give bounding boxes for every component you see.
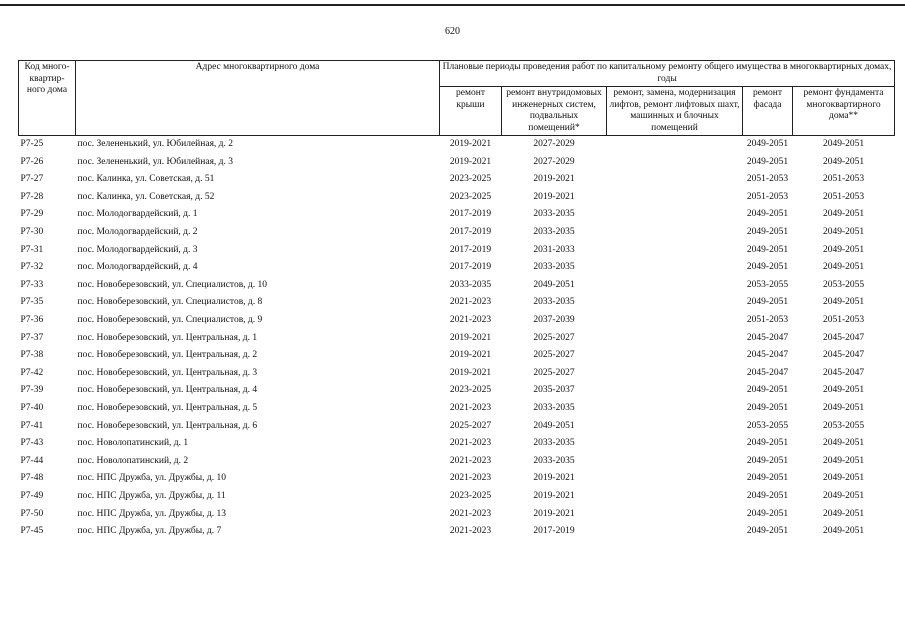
cell-code: Р7-28	[20, 191, 44, 202]
cell-facade: 2049-2051	[746, 139, 789, 150]
table-row	[19, 224, 895, 242]
cell-facade: 2051-2053	[746, 174, 789, 185]
cell-elevators	[607, 259, 743, 277]
table-row	[19, 330, 895, 348]
cell-systems: 2019-2021	[533, 191, 575, 202]
header-elevators: ремонт, замена, модернизация лифтов, ремонт лифтовых шахт, машинных и блочных помещений	[607, 87, 743, 136]
cell-elevators	[607, 435, 743, 453]
cell-systems: 2025-2027	[533, 350, 575, 361]
cell-systems: 2033-2035	[533, 438, 575, 449]
cell-roof: 2017-2019	[449, 227, 492, 238]
cell-foundation: 2049-2051	[822, 385, 865, 396]
cell-systems: 2049-2051	[533, 279, 575, 290]
cell-address: пос. НПС Дружба, ул. Дружбы, д. 13	[77, 508, 226, 519]
cell-address: пос. Новоберезовский, ул. Центральная, д. 4	[77, 385, 258, 396]
cell-facade: 2049-2051	[746, 297, 789, 308]
cell-code: Р7-25	[20, 139, 44, 150]
cell-code: Р7-41	[20, 420, 44, 431]
top-rule	[0, 4, 905, 6]
cell-elevators	[607, 365, 743, 383]
cell-address: пос. Новоберезовский, ул. Специалистов, д. 9	[77, 314, 263, 325]
cell-code: Р7-43	[20, 438, 44, 449]
table-body	[19, 136, 895, 541]
header-facade: ремонт фасада	[743, 87, 793, 136]
cell-elevators	[607, 330, 743, 348]
cell-roof: 2023-2025	[449, 385, 492, 396]
cell-address: пос. Молодогвардейский, д. 2	[77, 227, 198, 238]
cell-facade: 2045-2047	[746, 332, 789, 343]
cell-facade: 2053-2055	[746, 420, 789, 431]
cell-foundation: 2045-2047	[822, 332, 865, 343]
cell-foundation: 2045-2047	[822, 350, 865, 361]
cell-facade: 2049-2051	[746, 262, 789, 273]
cell-facade: 2049-2051	[746, 227, 789, 238]
cell-elevators	[607, 206, 743, 224]
cell-elevators	[607, 505, 743, 523]
table-row	[19, 206, 895, 224]
cell-address: пос. Молодогвардейский, д. 3	[77, 244, 198, 255]
cell-roof: 2025-2027	[449, 420, 492, 431]
cell-roof: 2021-2023	[449, 508, 492, 519]
cell-elevators	[607, 154, 743, 172]
cell-code: Р7-26	[20, 156, 44, 167]
cell-elevators	[607, 277, 743, 295]
cell-systems: 2027-2029	[533, 139, 575, 150]
header-foundation: ремонт фундамента многоквартирного дома**	[793, 87, 895, 136]
table-row	[19, 453, 895, 471]
cell-facade: 2049-2051	[746, 526, 789, 537]
cell-code: Р7-32	[20, 262, 44, 273]
cell-elevators	[607, 400, 743, 418]
cell-code: Р7-48	[20, 473, 44, 484]
cell-code: Р7-30	[20, 227, 44, 238]
cell-facade: 2049-2051	[746, 490, 789, 501]
cell-foundation: 2049-2051	[822, 438, 865, 449]
table-row	[19, 400, 895, 418]
cell-code: Р7-44	[20, 455, 44, 466]
cell-systems: 2033-2035	[533, 297, 575, 308]
cell-code: Р7-35	[20, 297, 44, 308]
table-row	[19, 136, 895, 154]
cell-foundation: 2049-2051	[822, 455, 865, 466]
table-row	[19, 294, 895, 312]
table-row	[19, 189, 895, 207]
cell-roof: 2017-2019	[449, 209, 492, 220]
cell-systems: 2049-2051	[533, 420, 575, 431]
cell-address: пос. Новоберезовский, ул. Центральная, д. 3	[77, 367, 258, 378]
table-row	[19, 505, 895, 523]
cell-systems: 2027-2029	[533, 156, 575, 167]
cell-elevators	[607, 189, 743, 207]
capital-repair-table	[18, 60, 895, 541]
cell-roof: 2023-2025	[449, 191, 492, 202]
table-row	[19, 470, 895, 488]
table-row	[19, 259, 895, 277]
cell-facade: 2049-2051	[746, 473, 789, 484]
cell-code: Р7-33	[20, 279, 44, 290]
cell-address: пос. НПС Дружба, ул. Дружбы, д. 10	[77, 473, 226, 484]
cell-roof: 2017-2019	[449, 244, 492, 255]
cell-address: пос. Новоберезовский, ул. Центральная, д. 5	[77, 402, 258, 413]
header-systems: ремонт внутридомовых инженерных систем, подвальных помещений*	[502, 87, 607, 136]
cell-roof: 2023-2025	[449, 174, 492, 185]
cell-foundation: 2049-2051	[822, 227, 865, 238]
table-row	[19, 171, 895, 189]
cell-address: пос. Новоберезовский, ул. Центральная, д. 1	[77, 332, 258, 343]
cell-elevators	[607, 523, 743, 541]
cell-foundation: 2049-2051	[822, 526, 865, 537]
cell-foundation: 2051-2053	[822, 191, 865, 202]
cell-facade: 2049-2051	[746, 438, 789, 449]
cell-elevators	[607, 242, 743, 260]
cell-systems: 2019-2021	[533, 490, 575, 501]
cell-roof: 2021-2023	[449, 402, 492, 413]
table-row	[19, 154, 895, 172]
cell-facade: 2049-2051	[746, 508, 789, 519]
cell-foundation: 2053-2055	[822, 279, 865, 290]
table-row	[19, 242, 895, 260]
cell-roof: 2019-2021	[449, 367, 492, 378]
header-periods: Плановые периоды проведения работ по капитальному ремонту общего имущества в многоквартирных домах, годы	[440, 61, 895, 87]
cell-foundation: 2049-2051	[822, 473, 865, 484]
cell-elevators	[607, 294, 743, 312]
table-row	[19, 418, 895, 436]
cell-foundation: 2053-2055	[822, 420, 865, 431]
cell-facade: 2049-2051	[746, 455, 789, 466]
table-row	[19, 382, 895, 400]
cell-code: Р7-39	[20, 385, 44, 396]
table-row	[19, 435, 895, 453]
page-number: 620	[445, 26, 460, 37]
cell-facade: 2049-2051	[746, 385, 789, 396]
cell-code: Р7-31	[20, 244, 44, 255]
cell-facade: 2051-2053	[746, 191, 789, 202]
cell-code: Р7-36	[20, 314, 44, 325]
cell-systems: 2035-2037	[533, 385, 575, 396]
header-code: Код много-квартир-ного дома	[19, 61, 76, 136]
table-row	[19, 523, 895, 541]
cell-code: Р7-40	[20, 402, 44, 413]
cell-facade: 2053-2055	[746, 279, 789, 290]
cell-roof: 2017-2019	[449, 262, 492, 273]
cell-elevators	[607, 312, 743, 330]
cell-address: пос. Калинка, ул. Советская, д. 51	[77, 174, 215, 185]
cell-systems: 2019-2021	[533, 473, 575, 484]
cell-foundation: 2049-2051	[822, 139, 865, 150]
header-address: Адрес многоквартирного дома	[76, 61, 440, 136]
cell-foundation: 2049-2051	[822, 262, 865, 273]
cell-roof: 2021-2023	[449, 314, 492, 325]
cell-code: Р7-50	[20, 508, 44, 519]
cell-roof: 2021-2023	[449, 297, 492, 308]
cell-address: пос. Новоберезовский, ул. Специалистов, д. 10	[77, 279, 268, 290]
table-row	[19, 347, 895, 365]
cell-roof: 2021-2023	[449, 473, 492, 484]
cell-systems: 2017-2019	[533, 526, 575, 537]
cell-systems: 2033-2035	[533, 402, 575, 413]
cell-roof: 2019-2021	[449, 332, 492, 343]
cell-address: пос. Зелененький, ул. Юбилейная, д. 2	[77, 139, 234, 150]
cell-systems: 2033-2035	[533, 227, 575, 238]
cell-facade: 2049-2051	[746, 244, 789, 255]
cell-address: пос. Молодогвардейский, д. 4	[77, 262, 198, 273]
cell-elevators	[607, 488, 743, 506]
table-row	[19, 277, 895, 295]
cell-foundation: 2049-2051	[822, 490, 865, 501]
cell-roof: 2033-2035	[449, 279, 492, 290]
cell-systems: 2019-2021	[533, 174, 575, 185]
cell-address: пос. Новоберезовский, ул. Центральная, д. 6	[77, 420, 258, 431]
table-row	[19, 488, 895, 506]
cell-code: Р7-49	[20, 490, 44, 501]
cell-facade: 2049-2051	[746, 156, 789, 167]
cell-elevators	[607, 418, 743, 436]
cell-systems: 2025-2027	[533, 367, 575, 378]
cell-systems: 2033-2035	[533, 262, 575, 273]
cell-address: пос. Новоберезовский, ул. Центральная, д. 2	[77, 350, 258, 361]
cell-address: пос. НПС Дружба, ул. Дружбы, д. 11	[77, 490, 226, 501]
table-row	[19, 365, 895, 383]
cell-elevators	[607, 453, 743, 471]
cell-roof: 2019-2021	[449, 139, 492, 150]
table-header	[19, 61, 895, 136]
table-row	[19, 312, 895, 330]
cell-facade: 2051-2053	[746, 314, 789, 325]
cell-foundation: 2049-2051	[822, 402, 865, 413]
cell-systems: 2033-2035	[533, 455, 575, 466]
cell-elevators	[607, 136, 743, 154]
cell-facade: 2045-2047	[746, 350, 789, 361]
header-roof: ремонт крыши	[440, 87, 502, 136]
cell-address: пос. Новолопатинский, д. 1	[77, 438, 189, 449]
cell-foundation: 2049-2051	[822, 244, 865, 255]
cell-systems: 2031-2033	[533, 244, 575, 255]
cell-foundation: 2049-2051	[822, 508, 865, 519]
cell-address: пос. Новоберезовский, ул. Специалистов, д. 8	[77, 297, 263, 308]
cell-code: Р7-27	[20, 174, 44, 185]
cell-facade: 2045-2047	[746, 367, 789, 378]
cell-roof: 2021-2023	[449, 438, 492, 449]
cell-foundation: 2049-2051	[822, 297, 865, 308]
cell-elevators	[607, 470, 743, 488]
cell-elevators	[607, 382, 743, 400]
cell-roof: 2023-2025	[449, 490, 492, 501]
cell-code: Р7-45	[20, 526, 44, 537]
cell-address: пос. Калинка, ул. Советская, д. 52	[77, 191, 215, 202]
cell-foundation: 2051-2053	[822, 174, 865, 185]
cell-foundation: 2049-2051	[822, 156, 865, 167]
cell-foundation: 2051-2053	[822, 314, 865, 325]
cell-facade: 2049-2051	[746, 209, 789, 220]
cell-address: пос. Новолопатинский, д. 2	[77, 455, 189, 466]
cell-elevators	[607, 224, 743, 242]
cell-code: Р7-37	[20, 332, 44, 343]
cell-elevators	[607, 171, 743, 189]
cell-address: пос. Зелененький, ул. Юбилейная, д. 3	[77, 156, 234, 167]
cell-code: Р7-38	[20, 350, 44, 361]
cell-address: пос. Молодогвардейский, д. 1	[77, 209, 198, 220]
cell-systems: 2025-2027	[533, 332, 575, 343]
cell-roof: 2019-2021	[449, 156, 492, 167]
cell-foundation: 2049-2051	[822, 209, 865, 220]
cell-foundation: 2045-2047	[822, 367, 865, 378]
cell-address: пос. НПС Дружба, ул. Дружбы, д. 7	[77, 526, 222, 537]
cell-code: Р7-42	[20, 367, 44, 378]
cell-elevators	[607, 347, 743, 365]
cell-roof: 2019-2021	[449, 350, 492, 361]
cell-code: Р7-29	[20, 209, 44, 220]
cell-systems: 2019-2021	[533, 508, 575, 519]
cell-systems: 2037-2039	[533, 314, 575, 325]
cell-facade: 2049-2051	[746, 402, 789, 413]
cell-roof: 2021-2023	[449, 455, 492, 466]
cell-roof: 2021-2023	[449, 526, 492, 537]
cell-systems: 2033-2035	[533, 209, 575, 220]
